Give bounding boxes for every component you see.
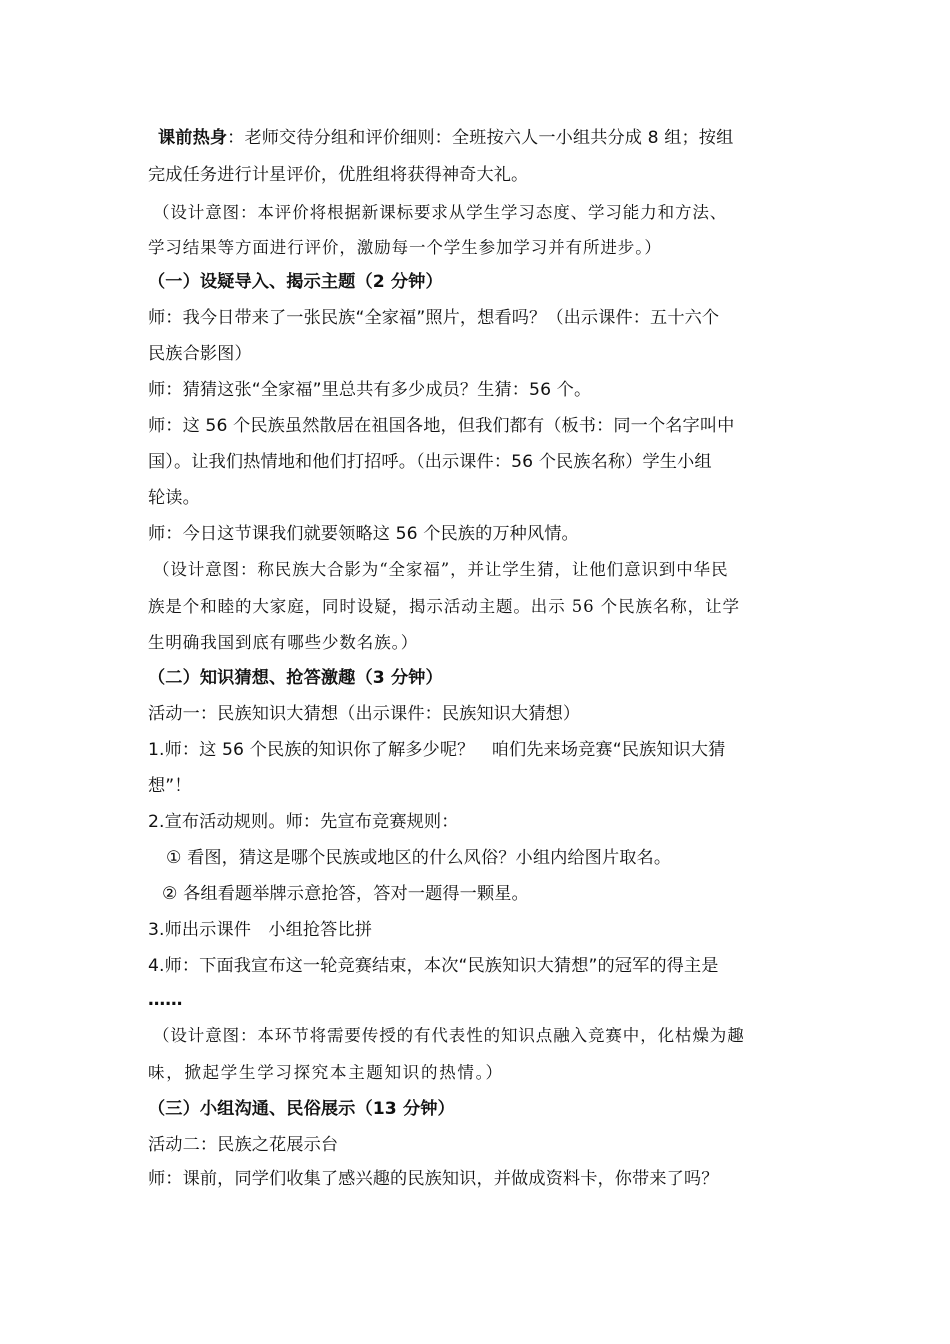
design-intent-1-line-1: （设计意图：本评价将根据新课标要求从学生学习态度、学习能力和方法、 <box>153 203 728 222</box>
warmup-line-2: 完成任务进行计星评价，优胜组将获得神奇大礼。 <box>148 165 529 185</box>
paragraph-3-line-1: 师：这 56 个民族虽然散居在祖国各地，但我们都有（板书：同一个名字叫中 <box>148 416 735 436</box>
step-3: 3.师出示课件 小组抢答比拼 <box>148 920 373 940</box>
design-intent-3-line-1: （设计意图：本环节将需要传授的有代表性的知识点融入竞赛中，化枯燥为趣 <box>153 1026 745 1045</box>
warmup-line-1 <box>158 127 838 149</box>
paragraph-5: 师：课前，同学们收集了感兴趣的民族知识，并做成资料卡，你带来了吗？ <box>148 1169 719 1189</box>
section-3-title: （三）小组沟通、民俗展示（13 分钟） <box>148 1099 455 1119</box>
section-2-title: （二）知识猜想、抢答激趣（3 分钟） <box>148 668 443 688</box>
design-intent-1-line-2: 学习结果等方面进行评价，激励每一个学生参加学习并有所进步。） <box>148 238 662 257</box>
step-4-line-1: 4.师：下面我宣布这一轮竞赛结束，本次“民族知识大猜想”的冠军的得主是 <box>148 956 719 976</box>
design-intent-2-line-1: （设计意图：称民族大合影为“全家福”，并让学生猜，让他们意识到中华民 <box>153 560 729 579</box>
warmup-label: 课前热身 <box>158 128 228 148</box>
paragraph-3-line-2: 国）。让我们热情地和他们打招呼。（出示课件：56 个民族名称）学生小组 <box>148 452 712 472</box>
section-1-title: （一）设疑导入、揭示主题（2 分钟） <box>148 272 443 292</box>
activity-2-title: 活动二：民族之花展示台 <box>148 1135 339 1155</box>
rule-1: ① 看图，猜这是哪个民族或地区的什么风俗？小组内给图片取名。 <box>166 848 672 868</box>
design-intent-3-line-2: 味，掀起学生学习探究本主题知识的热情。） <box>148 1063 504 1082</box>
paragraph-1-line-1: 师：我今日带来了一张民族“全家福”照片，想看吗？（出示课件：五十六个 <box>148 308 720 328</box>
rule-2: ② 各组看题举牌示意抢答，答对一题得一颗星。 <box>162 884 529 904</box>
paragraph-2: 师：猜猜这张“全家福”里总共有多少成员？生猜：56 个。 <box>148 380 592 400</box>
paragraph-4: 师：今日这节课我们就要领略这 56 个民族的万种风情。 <box>148 524 579 544</box>
warmup-text: ：老师交待分组和评价细则：全班按六人一小组共分成 8 组；按组 <box>227 128 734 148</box>
design-intent-2-line-3: 生明确我国到底有哪些少数名族。） <box>148 633 419 652</box>
paragraph-3-line-3: 轮读。 <box>148 488 200 508</box>
step-4-line-2: …… <box>148 990 183 1010</box>
design-intent-2-line-2: 族是个和睦的大家庭，同时设疑，揭示活动主题。出示 56 个民族名称，让学 <box>148 597 740 616</box>
activity-1-title: 活动一：民族知识大猜想（出示课件：民族知识大猜想） <box>148 704 581 724</box>
step-1-line-2: 想”！ <box>148 776 192 796</box>
step-1-line-1: 1.师：这 56 个民族的知识你了解多少呢？ 咱们先来场竞赛“民族知识大猜 <box>148 740 726 760</box>
step-2: 2.宣布活动规则。师：先宣布竞赛规则： <box>148 812 459 832</box>
paragraph-1-line-2: 民族合影图） <box>148 344 252 364</box>
